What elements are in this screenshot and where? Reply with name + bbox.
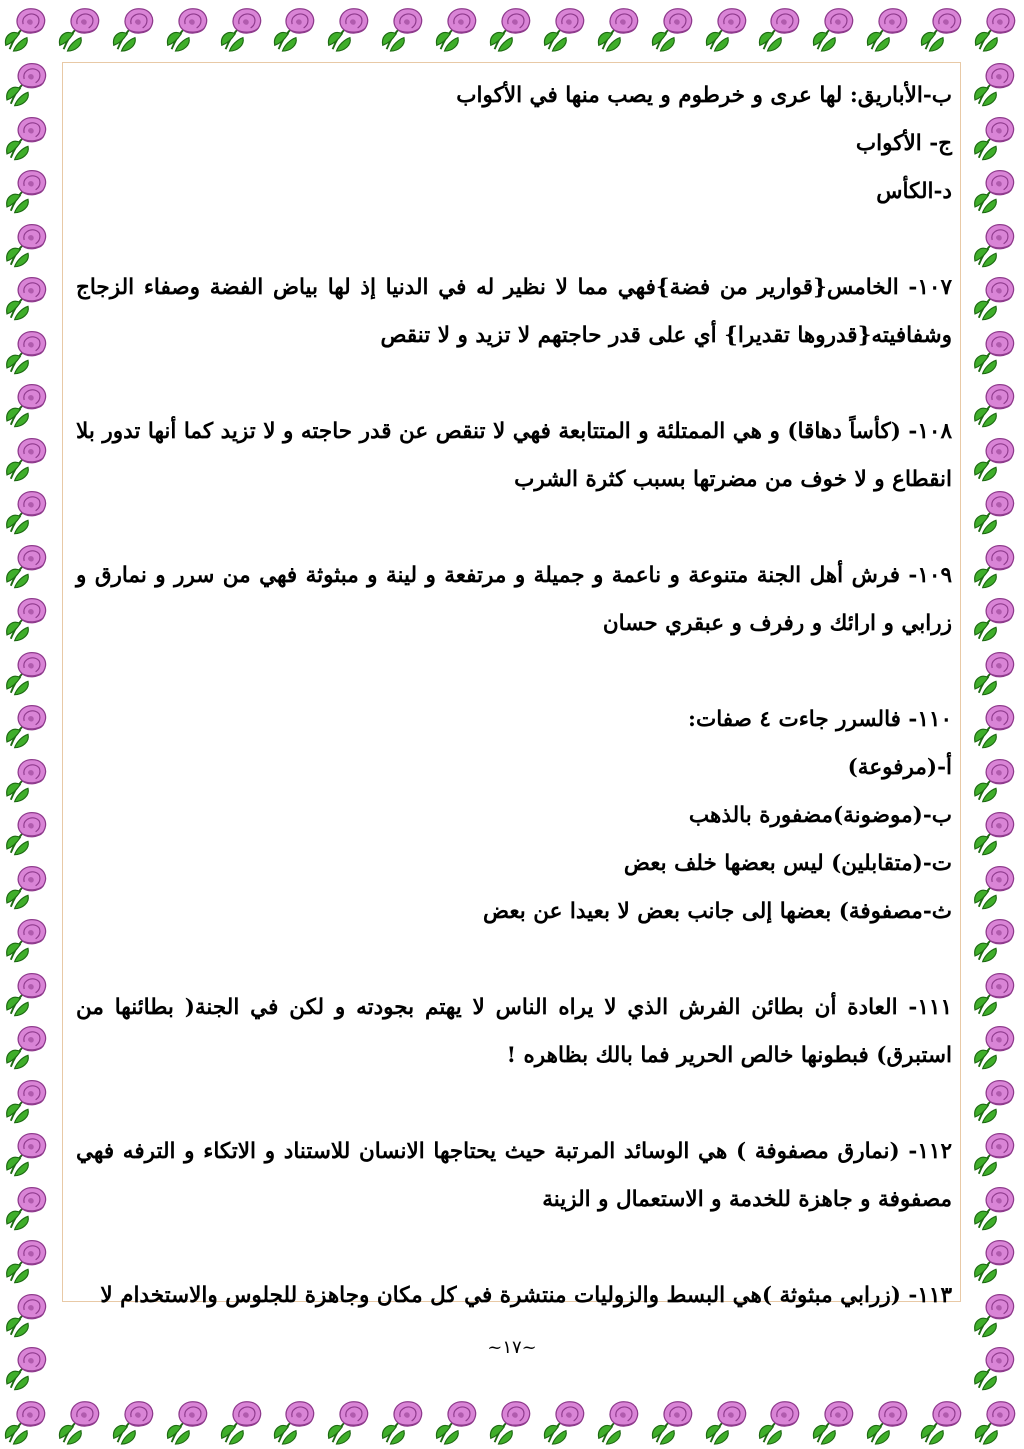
rose-icon [0,645,56,699]
rose-icon [0,377,56,431]
rose-icon [0,752,56,806]
rose-icon [968,805,1024,859]
rose-icon [968,484,1024,538]
rose-icon [968,377,1024,431]
rose-icon [968,752,1024,806]
rose-icon [701,1393,755,1449]
rose-icon [968,56,1024,110]
rose-icon [968,110,1024,164]
paragraph-gap [76,216,952,264]
rose-icon [968,859,1024,913]
rose-icon [968,1233,1024,1287]
line-kas: د-الكأس [876,179,952,204]
rose-icon [916,1393,970,1449]
paragraph-112: ١١٢- (نمارق مصفوفة ) هي الوسائد المرتبة حيث يحتاجها الانسان للاستناد و الاتكاء و الترفه فهي مصفوفة و جاهزة للخدمة و الاستعمال و الزينة [76,1139,952,1212]
paragraph-gap [76,936,952,984]
rose-icon [968,324,1024,378]
rose-icon [754,1393,808,1449]
rose-icon [0,1126,56,1180]
rose-icon [0,324,56,378]
list-item-mutaqabileen: ت-(متقابلين) ليس بعضها خلف بعض [623,851,952,876]
rose-icon [0,591,56,645]
rose-icon [0,110,56,164]
rose-icon [0,163,56,217]
rose-icon [0,1287,56,1341]
rose-icon [0,270,56,324]
rose-icon [0,1233,56,1287]
rose-icon [0,859,56,913]
rose-icon [0,217,56,271]
rose-icon [0,1019,56,1073]
paragraph-108: ١٠٨- (كأساً دهاقا) و هي الممتلئة و المتتابعة فهي لا تنقص عن قدر حاجته و لا تزيد كما أنها تدور بلا انقطاع و لا خوف من مضرتها بسبب كثرة الشرب [76,419,952,492]
rose-icon [377,0,431,56]
rose-icon [377,1393,431,1449]
rose-icon [269,0,323,56]
rose-icon [431,1393,485,1449]
rose-icon [0,966,56,1020]
paragraph-110-heading: ١١٠- فالسرر جاءت ٤ صفات: [688,707,952,732]
rose-icon [968,1287,1024,1341]
rose-icon [485,0,539,56]
rose-icon [0,1393,54,1449]
paragraph-109: ١٠٩- فرش أهل الجنة متنوعة و ناعمة و جميلة و مرتفعة و لينة و مبثوثة فهي من سرر و نمارق و زرابي و ارائك و رفرف و عبقري حسان [76,563,952,636]
rose-icon [431,0,485,56]
rose-icon [968,163,1024,217]
rose-icon [269,1393,323,1449]
paragraph-gap [76,504,952,552]
rose-icon [808,0,862,56]
rose-icon [0,484,56,538]
rose-icon [162,1393,216,1449]
rose-icon [968,698,1024,752]
paragraph-113: ١١٣- (زرابي مبثوثة )هي البسط والزوليات منتشرة في كل مكان وجاهزة للجلوس والاستخدام لا [100,1283,952,1308]
rose-icon [754,0,808,56]
rose-icon [593,1393,647,1449]
rose-icon [968,270,1024,324]
paragraph-gap [76,360,952,408]
floral-border-bottom [0,1393,1024,1449]
rose-icon [968,591,1024,645]
rose-icon [968,1073,1024,1127]
rose-icon [0,698,56,752]
paragraph-gap [76,1224,952,1272]
rose-icon [485,1393,539,1449]
paragraph-107: ١٠٧- الخامس{قوارير من فضة}فهي مما لا نظير له في الدنيا إذ لها بياض الفضة وصفاء الزجاج وشفافيته{قدروها تقديرا} أي على قدر حاجتهم لا تزيد و لا تنقص [76,275,952,348]
rose-icon [968,1019,1024,1073]
rose-icon [970,0,1024,56]
floral-border-left [0,56,56,1393]
rose-icon [323,0,377,56]
rose-icon [647,1393,701,1449]
floral-border-top [0,0,1024,56]
rose-icon [216,0,270,56]
rose-icon [0,1180,56,1234]
rose-icon [0,0,54,56]
rose-icon [970,1393,1024,1449]
line-abariq: ب-الأباريق: لها عرى و خرطوم و يصب منها في الأكواب [456,83,952,108]
rose-icon [968,1126,1024,1180]
page-body [76,72,952,1320]
rose-icon [593,0,647,56]
rose-icon [539,1393,593,1449]
rose-icon [968,538,1024,592]
rose-icon [968,912,1024,966]
rose-icon [968,1180,1024,1234]
list-item-marfuaa: أ-(مرفوعة) [847,755,952,780]
rose-icon [108,1393,162,1449]
rose-icon [0,1073,56,1127]
rose-icon [968,217,1024,271]
rose-icon [216,1393,270,1449]
rose-icon [968,966,1024,1020]
rose-icon [0,912,56,966]
rose-icon [968,645,1024,699]
paragraph-111: ١١١- العادة أن بطائن الفرش الذي لا يراه الناس لا يهتم بجودته و لكن في الجنة( بطائنها من استبرق) فبطونها خالص الحرير فما بالك بظاهره ! [76,995,952,1068]
list-item-mawdoona: ب-(موضونة)مضفورة بالذهب [688,803,952,828]
rose-icon [968,431,1024,485]
rose-icon [862,1393,916,1449]
rose-icon [916,0,970,56]
rose-icon [862,0,916,56]
rose-icon [0,431,56,485]
rose-icon [0,538,56,592]
rose-icon [162,0,216,56]
floral-border-right [968,56,1024,1393]
page-number: ~١٧~ [487,1337,537,1358]
rose-icon [323,1393,377,1449]
rose-icon [0,56,56,110]
rose-icon [808,1393,862,1449]
rose-icon [108,0,162,56]
rose-icon [539,0,593,56]
rose-icon [0,805,56,859]
rose-icon [54,1393,108,1449]
list-item-masfoofa: ث-مصفوفة) بعضها إلى جانب بعض لا بعيدا عن بعض [483,899,952,924]
rose-icon [701,0,755,56]
line-akwab: ج- الأكواب [855,131,952,156]
rose-icon [647,0,701,56]
rose-icon [54,0,108,56]
paragraph-gap [76,648,952,696]
paragraph-gap [76,1080,952,1128]
